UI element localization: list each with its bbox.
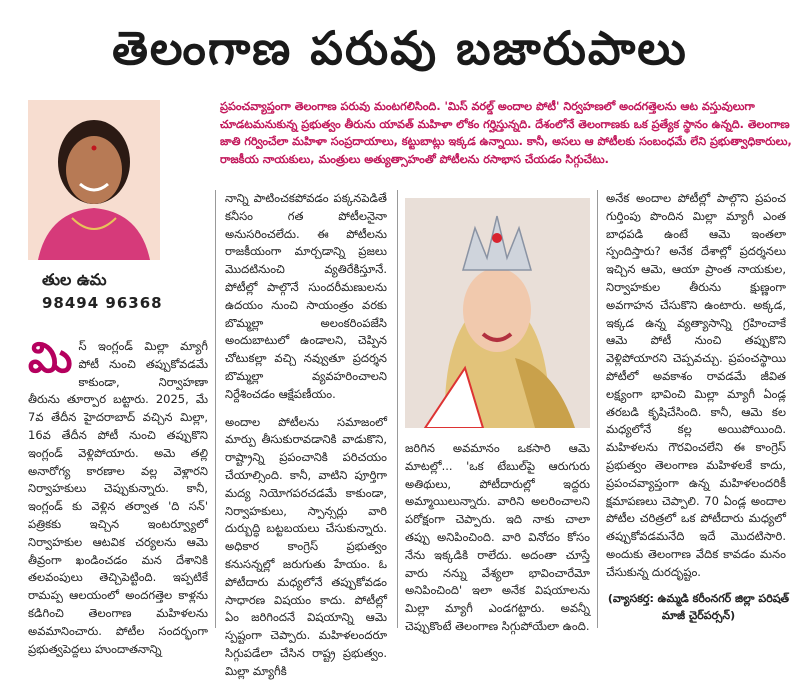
- author-portrait-image: [28, 100, 160, 260]
- author-name: తుల ఉమ: [42, 270, 107, 289]
- drop-cap: మి: [28, 333, 73, 382]
- column-4-text: అనేక అందాల పోటీల్లో పాల్గొని ప్రపంచ గుర్తింపు పొందిన మిల్లా మ్యాగీ ఎంత బాధపడి ఉంటే ఆమె ఇంతలా స్పందిస్తారు? అనేక దేశాల్లో ప్రదర్శనలు ఇచ్చిన ఆమె, ఆయా ప్రాంత నాయకుల, నిర్వాహకుల తీరును క్షుణ్ణంగా అవగాహన చేసుకొని ఉంటారు. అక్కడ, ఇక్కడ ఉన్న వ్యత్యాసాన్ని గ్రహించాకే ఆమె పోటీ నుంచి తప్పుకొని వెళ్లిపోయారని చెప్పవచ్చు. ప్రపంచస్థాయి పోటీలో అవకాశం రావడమే జీవిత లక్ష్యంగా భావించి మిల్లా మ్యాగీ ఏండ్ల తరబడి కృషిచేసింది. కానీ, ఆమె కల మధ్యలోనే కల్ల అయిపోయింది. మహిళలను గౌరవించలేని ఈ కాంగ్రెస్ ప్రభుత్వం తెలంగాణ మహిళలకే కాదు, ప్రపంచవ్యాప్తంగా ఉన్న మహిళలందరికీ క్షమాపణలు చెప్పాలి. 70 ఏండ్ల అందాల పోటీల చరిత్రలో ఒక పోటీదారు మధ్యలో తప్పుకోవడమనేది ఇదే మొదటిసారి. అందుకు తెలంగాణ వేదిక కావడం మనం చేసుకున్న దురదృష్టం.: [606, 191, 786, 579]
- column-divider: [597, 190, 598, 628]
- column-4: [606, 190, 786, 579]
- pageant-photo: [405, 198, 590, 428]
- author-credit: (వ్యాసకర్త: ఉమ్మడి కరీంనగర్ జిల్లా పరిషత్ మాజీ చైర్‌పర్సన్): [607, 592, 790, 622]
- intro-paragraph: ప్రపంచవ్యాప్తంగా తెలంగాణ పరువు మంటగలిసింది. 'మిస్ వరల్డ్ అందాల పోటీ' నిర్వహణలో అందగత్తెలను ఆట వస్తువులుగా చూడటమనుకున్న ప్రభుత్వం తీరును యావత్ మహిళా లోకం గర్హిస్తున్నది. దేశంలోనే తెలంగాణకు ఒక ప్రత్యేక స్థానం ఉన్నది. తెలంగాణ జాతి గర్వించేలా మహిళా సంప్రదాయాలు, కట్టుబాట్లు ఇక్కడ ఉన్నాయి. కానీ, అసలు ఆ పోటీలకు సంబంధమే లేని ప్రభుత్వాధికారులు, రాజకీయ నాయకులు, మంత్రులు అత్యుత్సాహంతో పోటీలను రసాభాస చేయడం సిగ్గుచేటు.: [220, 100, 792, 166]
- column-divider: [215, 190, 216, 628]
- author-phone: 98494 96368: [42, 294, 163, 312]
- column-3: [405, 440, 590, 633]
- pageant-contestant-image: [405, 198, 590, 428]
- column-2: [225, 190, 387, 678]
- column-3-text: జరిగిన అవమానం ఒకసారి ఆమె మాటల్లో... 'ఒక టేబుల్‌పై ఆరుగురు అతిథులు, పోటీదారుల్లో ఇద్దరు అమ్మాయిలున్నారు. వారిని అలరించాలని పరోక్షంగా చెప్పారు. ఇది నాకు చాలా తప్పు అనిపించింది. వారి వినోదం కోసం నేను ఇక్కడికి రాలేదు. అదంతా చూస్తే వారు నన్ను వేశ్యలా భావించారేమో అనిపించింది' ఇలా అనేక విషయాలను మిల్లా మ్యాగీ ఎండగట్టారు. అవన్నీ చెప్పుకొంటే తెలంగాణ సిగ్గుపోయేలా ఉంది.: [405, 441, 590, 633]
- column-divider: [397, 190, 398, 628]
- column-1: [28, 333, 208, 656]
- column-1-text: స్ ఇంగ్లండ్ మిల్లా మ్యాగీ పోటీ నుంచి తప్పుకోవడమే కాకుండా, నిర్వాహణా తీరును తూర్పార బట్టారు. 2025, మే 7వ తేదీన హైదరాబాద్ వచ్చిన మిల్లా, 16వ తేదీన పోటీ నుంచి తప్పుకొని ఇంగ్లండ్ వెళ్లిపోయారు. అమె తల్లి అనారోగ్య కారణాల వల్ల వెళ్లారని నిర్వాహకులు చెప్పుకున్నారు. కానీ, ఇంగ్లండ్ కు వెళ్లిన తర్వాత 'ది సన్' పత్రికకు ఇచ్చిన ఇంటర్వ్యూలో నిర్వాహకుల ఆటవిక చర్యలను ఆమె తీవ్రంగా ఖండించడం మన దేశానికి తలవంపులు తెచ్చిపెట్టింది. ఇప్పటికే రామప్ప ఆలయంలో అందగత్తెల కాళ్లను కడిగించి తెలంగాణ మహిళలను అవమానించారు. పోటీల సందర్భంగా ప్రభుత్వపెద్దలు హుందాతనాన్ని: [28, 339, 208, 656]
- column-2-para-2: అందాల పోటీలను సమాజంలో మార్పు తీసుకురావడానికి వాడుకొని, రాష్ట్రాన్ని ప్రపంచానికి పరిచయం చేయాల్సింది. కానీ, వాటిని పూర్తిగా మద్య నియోగపరచడమే కాకుండా, నిర్వాహకులు, స్పాన్సర్లు వారి దుర్బుద్ధి బట్టబయలు చేసుకున్నారు. అధికార కాంగ్రెస్ ప్రభుత్వం కనుసన్నల్లో జరుగుతు హేయం. ఓ పోటీదారు మధ్యలోనే తప్పుకోవడం సాధారణ విషయం కాదు. పోటీల్లో ఏం జరిగిందనే విషయాన్ని ఆమె స్పష్టంగా చెప్పారు. మహిళలందరూ సిగ్గుపడేలా చేసిన రాష్ట్ర ప్రభుత్వం. మిల్లా మ్యాగీకి: [225, 414, 387, 678]
- column-2-para-1: నాన్ని పాటించకపోవడం పక్కనపెడితే కనీసం గత పోటీలనైనా అనుసరించలేదు. ఈ పోటీలను రాజకీయంగా మార్చడాన్ని ప్రజలు మొదటినుంచి వ్యతిరేకిస్తూనే. పోటీల్లో పాల్గొనే సుందరీమణులను ఉదయం నుంచి సాయంత్రం వరకు బొమ్మల్లా అలంకరింపజేసి అందుబాటులో ఉండాలని, చెప్పిన చోటుకల్లా వచ్చి నవ్వుతూ ప్రదర్శన బొమ్మల్లా వ్యవహరించాలని నిర్దేశించడం ఆక్షేపణీయం.: [225, 191, 387, 401]
- author-photo: [28, 100, 160, 260]
- headline: తెలంగాణ పరువు బజారుపాలు: [112, 21, 688, 75]
